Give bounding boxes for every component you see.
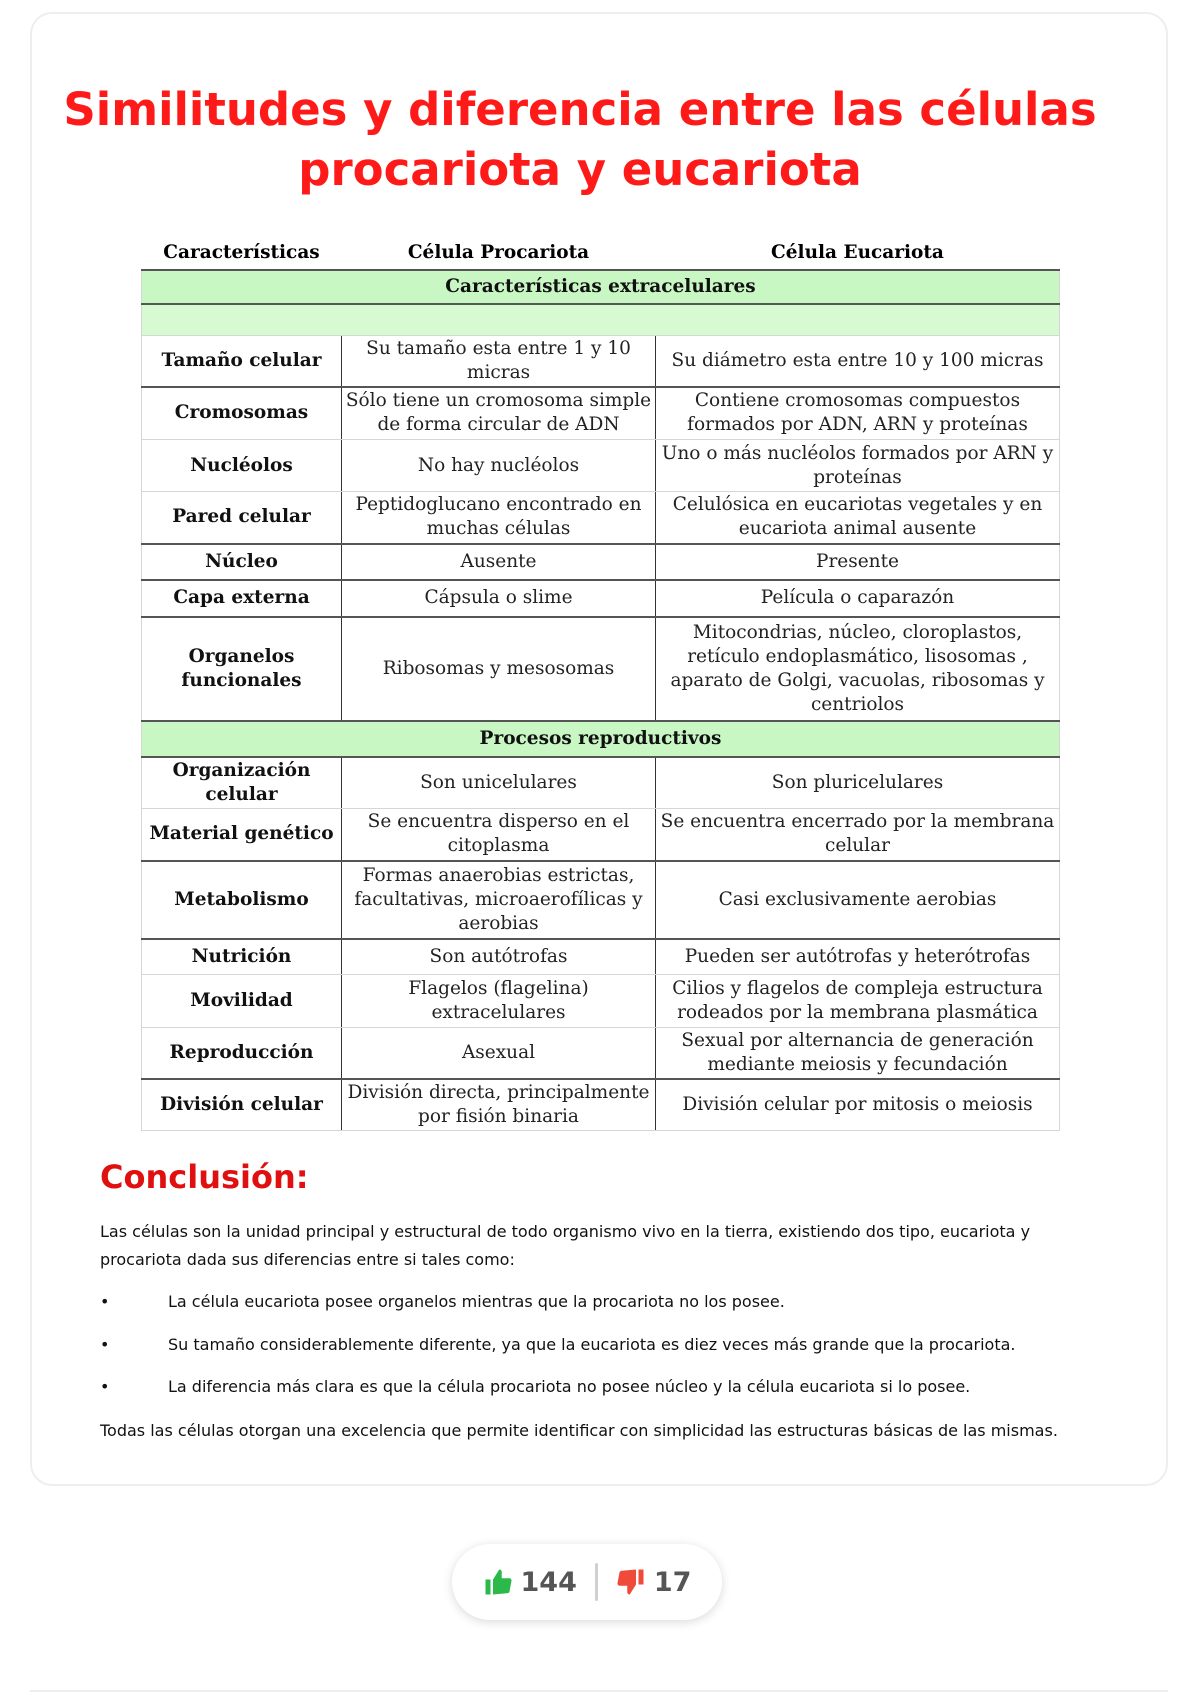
cell-procariota: Flagelos (flagelina) extracelulares — [342, 975, 656, 1028]
row-label: Tamaño celular — [142, 336, 342, 387]
cell-procariota: Cápsula o slime — [342, 580, 656, 617]
section-row — [142, 721, 1060, 757]
cell-eucariota: Sexual por alternancia de generación mediante meiosis y fecundación — [656, 1028, 1060, 1079]
row-label: Cromosomas — [142, 387, 342, 440]
downvote-button[interactable] — [598, 1567, 710, 1598]
upvote-button[interactable] — [465, 1567, 595, 1598]
cell-eucariota: Contiene cromosomas compuestos formados por ADN, ARN y proteínas — [656, 387, 1060, 440]
row-label: Capa externa — [142, 580, 342, 617]
cell-procariota: Sólo tiene un cromosoma simple de forma circular de ADN — [342, 387, 656, 440]
page-title: Similitudes y diferencia entre las células procariota y eucariota — [63, 83, 1097, 196]
table-row — [142, 440, 1060, 492]
section-spacer — [142, 304, 1060, 336]
row-label: Metabolismo — [142, 861, 342, 939]
row-label: Núcleo — [142, 544, 342, 580]
cell-procariota: División directa, principalmente por fisión binaria — [342, 1079, 656, 1131]
bullet-icon: • — [100, 1292, 110, 1311]
table-header-row — [142, 236, 1060, 270]
row-label: Reproducción — [142, 1028, 342, 1079]
cell-procariota: Formas anaerobias estrictas, facultativas, microaerofílicas y aerobias — [342, 861, 656, 939]
comparison-table — [141, 236, 1060, 1131]
section-row — [142, 270, 1060, 304]
cell-eucariota: Pueden ser autótrofas y heterótrofas — [656, 939, 1060, 975]
header-caracteristicas: Características — [142, 236, 342, 270]
upvote-count: 144 — [520, 1566, 577, 1598]
bullet-icon: • — [100, 1377, 110, 1396]
bullet-text: La célula eucariota posee organelos mientras que la procariota no los posee. — [168, 1292, 785, 1311]
section-title-reproductivos: Procesos reproductivos — [142, 721, 1060, 757]
cell-procariota: Peptidoglucano encontrado en muchas células — [342, 492, 656, 544]
table-row — [142, 492, 1060, 544]
cell-eucariota: Se encuentra encerrado por la membrana celular — [656, 809, 1060, 861]
table-row — [142, 387, 1060, 440]
cell-eucariota: Película o caparazón — [656, 580, 1060, 617]
table-row — [142, 1028, 1060, 1079]
cell-procariota: Su tamaño esta entre 1 y 10 micras — [342, 336, 656, 387]
table-row — [142, 861, 1060, 939]
row-label: Organelos funcionales — [142, 617, 342, 721]
table-row — [142, 939, 1060, 975]
vote-bar — [452, 1544, 722, 1620]
header-eucariota: Célula Eucariota — [656, 236, 1060, 270]
table-row — [142, 975, 1060, 1028]
bullet-text: La diferencia más clara es que la célula procariota no posee núcleo y la célula eucariota si lo posee. — [168, 1377, 971, 1396]
cell-eucariota: Presente — [656, 544, 1060, 580]
row-label: Material genético — [142, 809, 342, 861]
conclusion-intro: Las células son la unidad principal y estructural de todo organismo vivo en la tierra, existiendo dos tipo, eucariota y procariota dada sus diferencias entre si tales como: — [100, 1222, 1031, 1269]
cell-procariota: Asexual — [342, 1028, 656, 1079]
header-procariota: Célula Procariota — [342, 236, 656, 270]
table-row — [142, 757, 1060, 809]
thumbs-down-icon — [616, 1567, 646, 1597]
table-row — [142, 809, 1060, 861]
table-row — [142, 544, 1060, 580]
cell-procariota: Son autótrofas — [342, 939, 656, 975]
divider — [30, 1690, 1168, 1692]
cell-eucariota: Celulósica en eucariotas vegetales y en eucariota animal ausente — [656, 492, 1060, 544]
cell-eucariota: Cilios y flagelos de compleja estructura rodeados por la membrana plasmática — [656, 975, 1060, 1028]
cell-eucariota: Mitocondrias, núcleo, cloroplastos, retículo endoplasmático, lisosomas , aparato de Golgi, vacuolas, ribosomas y centriolos — [656, 617, 1060, 721]
row-label: Organización celular — [142, 757, 342, 809]
cell-procariota: Se encuentra disperso en el citoplasma — [342, 809, 656, 861]
row-label: Pared celular — [142, 492, 342, 544]
cell-eucariota: División celular por mitosis o meiosis — [656, 1079, 1060, 1131]
table-row — [142, 336, 1060, 387]
downvote-count: 17 — [653, 1566, 692, 1598]
cell-eucariota: Uno o más nucléolos formados por ARN y proteínas — [656, 440, 1060, 492]
table-row — [142, 580, 1060, 617]
section-title-extracelulares: Características extracelulares — [142, 270, 1060, 304]
bullet-icon: • — [100, 1335, 110, 1354]
table-row — [142, 1079, 1060, 1131]
row-label: Nucléolos — [142, 440, 342, 492]
conclusion-closing: Todas las células otorgan una excelencia que permite identificar con simplicidad las estructuras básicas de las mismas. — [100, 1421, 1058, 1440]
conclusion-heading: Conclusión: — [100, 1158, 309, 1196]
cell-eucariota: Son pluricelulares — [656, 757, 1060, 809]
cell-procariota: No hay nucléolos — [342, 440, 656, 492]
table-row — [142, 617, 1060, 721]
cell-procariota: Son unicelulares — [342, 757, 656, 809]
cell-eucariota: Su diámetro esta entre 10 y 100 micras — [656, 336, 1060, 387]
row-label: Movilidad — [142, 975, 342, 1028]
cell-procariota: Ausente — [342, 544, 656, 580]
bullet-text: Su tamaño considerablemente diferente, ya que la eucariota es diez veces más grande que la procariota. — [168, 1335, 1016, 1354]
thumbs-up-icon — [483, 1567, 513, 1597]
row-label: Nutrición — [142, 939, 342, 975]
cell-eucariota: Casi exclusivamente aerobias — [656, 861, 1060, 939]
row-label: División celular — [142, 1079, 342, 1131]
cell-procariota: Ribosomas y mesosomas — [342, 617, 656, 721]
